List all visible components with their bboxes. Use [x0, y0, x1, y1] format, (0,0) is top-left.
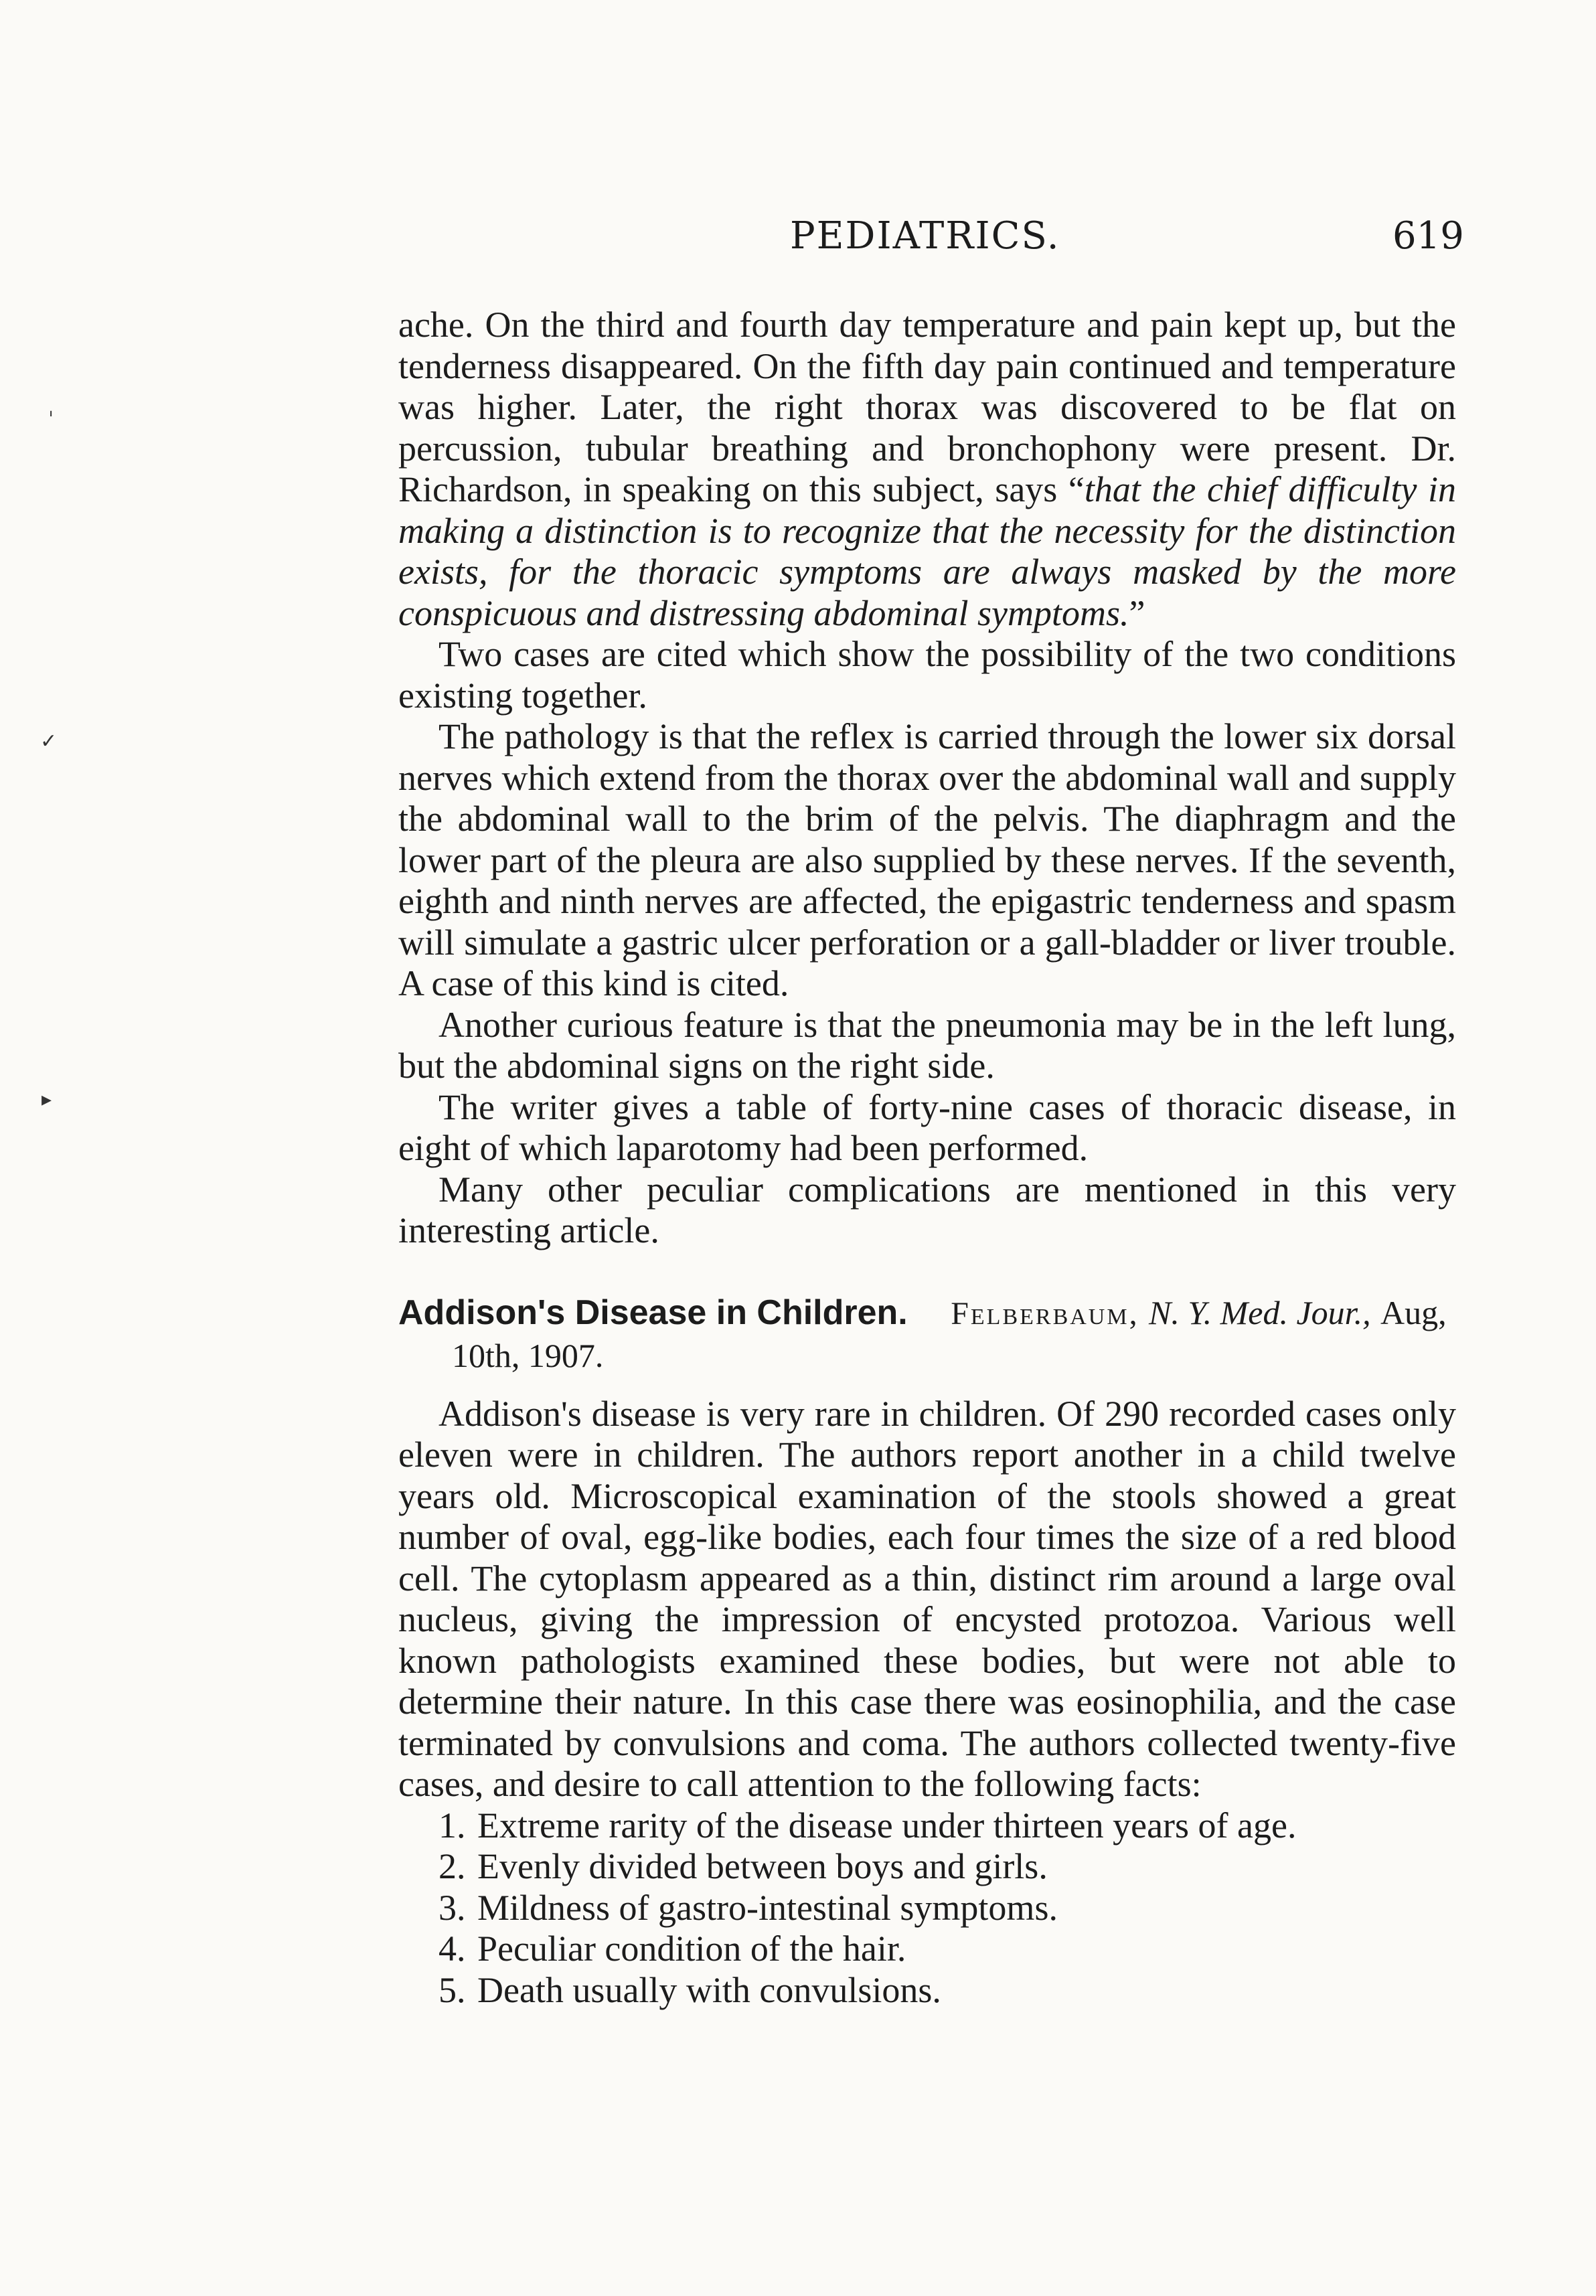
paragraph-continued: ache. On the third and fourth day temperature and pain kept up, but the tenderness disappeared. On the fifth day pain continued and temperature was higher. Later, the right thorax was discovered to be flat on percussion, tubular breathing and bronchophony were present. Dr. Richardson, in speaking on this subject, says “that the chief difficulty in making a distinction is to recognize that the necessity for the distinction exists, for the thoracic symptoms are always masked by the more conspicuous and distressing abdominal symptoms.” — [398, 305, 1456, 633]
list-item: 2. Evenly divided between boys and girls. — [438, 1846, 1048, 1886]
margin-mark: ▸ — [42, 1088, 52, 1111]
text-column — [398, 305, 1456, 2011]
paragraph: The pathology is that the reflex is carried through the lower six dorsal nerves which extend from the thorax over the abdominal wall and supply the abdominal wall to the brim of the pelvis. The diaphragm and the lower part of the pleura are also supplied by these nerves. If the seventh, eighth and ninth nerves are affected, the epigastric tenderness and spasm will simulate a gastric ulcer perforation or a gall-bladder or liver trouble. A case of this kind is cited. — [398, 716, 1456, 1003]
margin-mark: ✓ — [40, 730, 58, 753]
facts-list — [398, 1805, 1456, 2012]
margin-mark: ˈ — [48, 408, 54, 432]
list-item: 5. Death usually with convulsions. — [438, 1969, 941, 2010]
article-date: Aug, 10th, 1907. — [452, 1293, 1447, 1374]
page-number: 619 — [1392, 214, 1464, 258]
paragraph: Many other peculiar complications are mentioned in this very interesting article. — [398, 1169, 1456, 1250]
article-title: Addison's Disease in Children. — [398, 1293, 908, 1332]
list-item: 1. Extreme rarity of the disease under thirteen years of age. — [438, 1805, 1297, 1846]
article-heading — [398, 1292, 1456, 1376]
quotation: that the chief difficulty in making a distinction is to recognize that the necessity for the distinction exists, for the thoracic symptoms are always masked by the more conspicuous and distressing abdominal symptoms. — [398, 469, 1456, 633]
article-body: Addison's disease is very rare in children. Of 290 recorded cases only eleven were in children. The authors report another in a child twelve years old. Microscopical examination of the stools showed a great number of oval, egg-like bodies, each four times the size of a red blood cell. The cytoplasm appeared as a thin, distinct rim around a large oval nucleus, giving the impression of encysted protozoa. Various well known pathologists examined these bodies, but were not able to determine their nature. In this case there was eosinophilia, and the case terminated by convulsions and coma. The authors collected twenty-five cases, and desire to call attention to the following facts: — [398, 1393, 1456, 1804]
article-author: Felberbaum, — [951, 1295, 1139, 1331]
paragraph: Two cases are cited which show the possibility of the two conditions existing together. — [398, 634, 1456, 716]
page-header — [0, 214, 1596, 268]
paragraph: Another curious feature is that the pneumonia may be in the left lung, but the abdominal signs on the right side. — [398, 1004, 1456, 1086]
list-item: 4. Peculiar condition of the hair. — [438, 1929, 906, 1969]
running-head: PEDIATRICS. — [790, 214, 1060, 258]
article-source: N. Y. Med. Jour., — [1149, 1293, 1371, 1331]
list-item: 3. Mildness of gastro-intestinal symptoms. — [438, 1887, 1058, 1928]
paragraph: The writer gives a table of forty-nine cases of thoracic disease, in eight of which laparotomy had been performed. — [398, 1086, 1456, 1168]
